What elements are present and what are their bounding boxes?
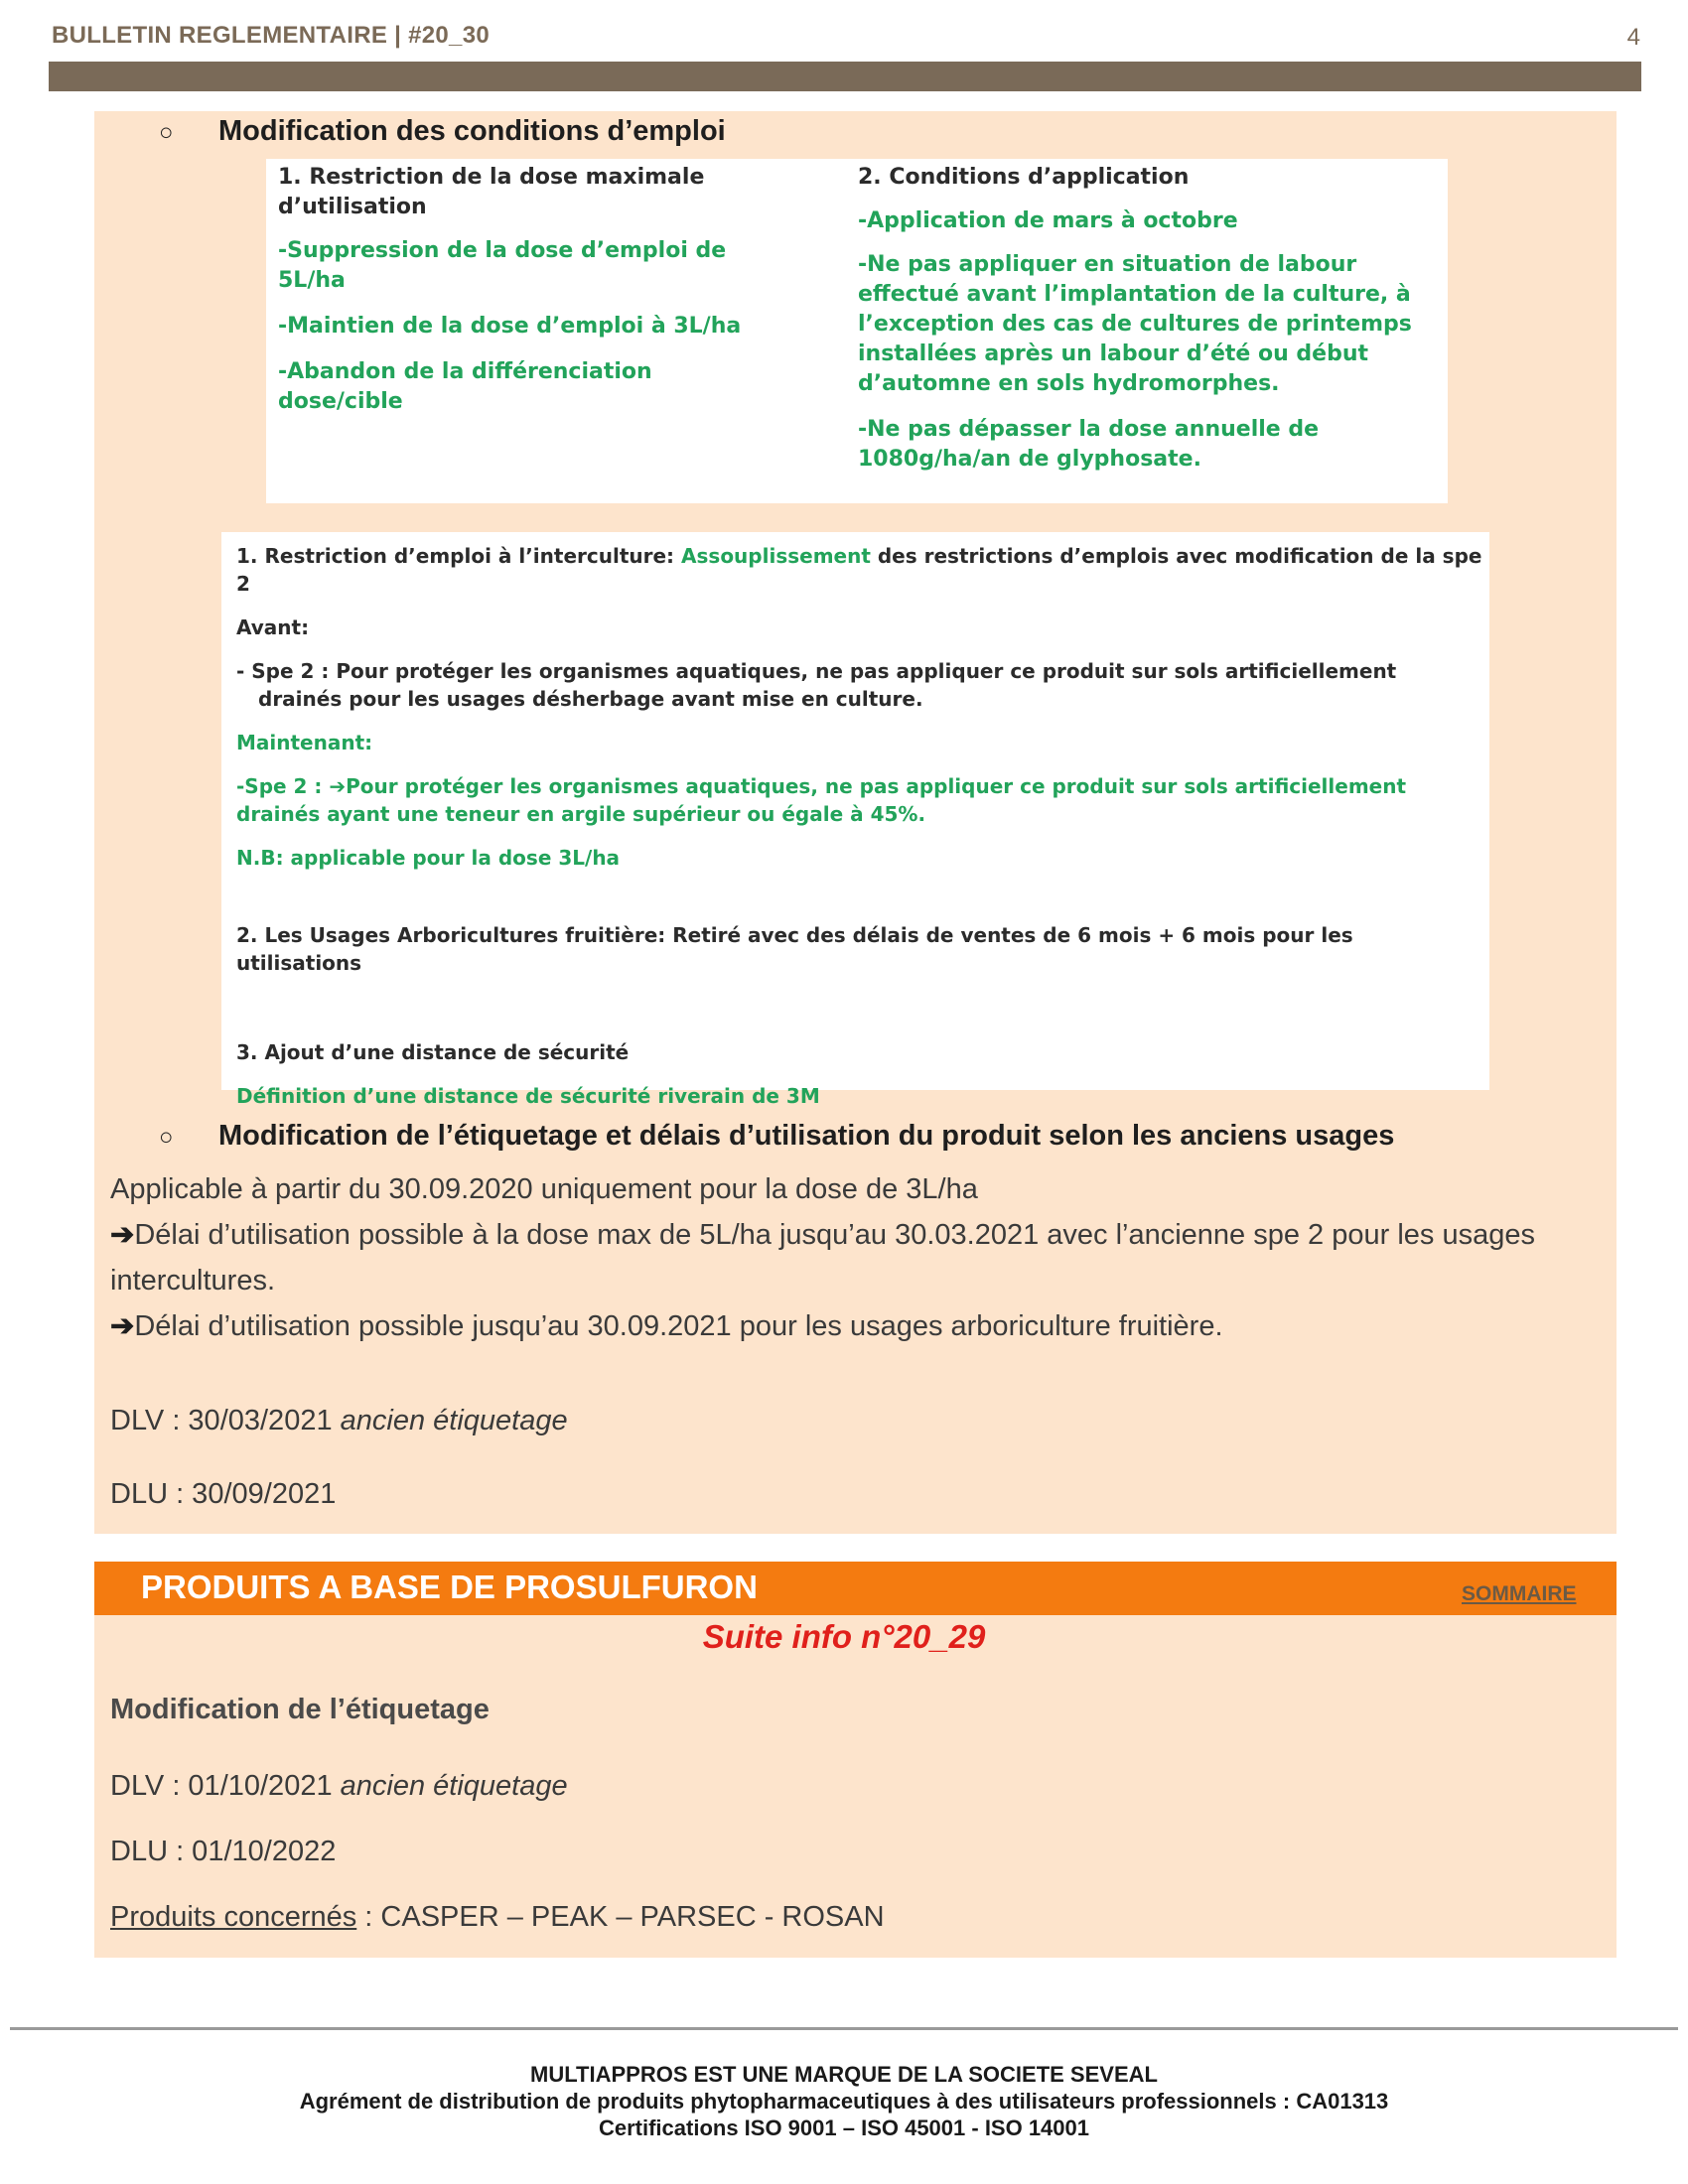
produits-line xyxy=(110,1894,885,1940)
box2-maintenant-item: -Spe 2 : ➔Pour protéger les organismes aquatiques, ne pas appliquer ce produit sur sols artificiellement drainés ayant une teneur en argile supérieur ou égale à 45%. xyxy=(236,774,1407,826)
box1-right-title: 2. Conditions d’application xyxy=(858,165,1190,190)
footer-line-3: Certifications ISO 9001 – ISO 45001 - ISO 14001 xyxy=(598,2116,1090,2140)
bullet-circle-icon: ○ xyxy=(159,1124,174,1151)
delai-text: Délai d’utilisation possible à la dose max de 5L/ha jusqu’au 30.03.2021 avec l’ancienne spe 2 pour les usages intercultures. xyxy=(110,1219,1535,1297)
box2-avant-item: - Spe 2 : Pour protéger les organismes aquatiques, ne pas appliquer ce produit sur sols artificiellement drainés pour les usages désherbage avant mise en culture. xyxy=(236,659,1397,711)
box1-right-item: -Ne pas dépasser la dose annuelle de 1080g/ha/an de glyphosate. xyxy=(858,417,1320,472)
delai-text: Délai d’utilisation possible jusqu’au 30.09.2021 pour les usages arboriculture fruitière. xyxy=(134,1310,1223,1342)
box1-left-item: -Suppression de la dose d’emploi de 5L/ha xyxy=(278,238,727,293)
box2-line3-detail: Définition d’une distance de sécurité riverain de 3M xyxy=(236,1084,820,1108)
delai-item xyxy=(110,1212,1610,1303)
box2-line3: 3. Ajout d’une distance de sécurité xyxy=(236,1040,630,1064)
etiquetage-heading: Modification de l’étiquetage xyxy=(110,1694,490,1725)
dlv-label-2: DLV : 01/10/2021 xyxy=(110,1770,341,1802)
box2-line1 xyxy=(236,542,1482,598)
produits-list: : CASPER – PEAK – PARSEC - ROSAN xyxy=(356,1901,885,1933)
sommaire-link[interactable]: SOMMAIRE xyxy=(1462,1582,1577,1605)
arrow-right-icon: ➔ xyxy=(110,1219,135,1251)
dlv-note: ancien étiquetage xyxy=(340,1405,568,1436)
delai-item xyxy=(110,1303,1610,1349)
section-subtitle: Suite info n°20_29 xyxy=(702,1618,986,1655)
section-title: PRODUITS A BASE DE PROSULFURON xyxy=(141,1569,758,1605)
bullet-etiquetage-label: Modification de l’étiquetage et délais d’utilisation du produit selon les anciens usages xyxy=(218,1120,1395,1152)
box1-left-item: -Abandon de la différenciation dose/cible xyxy=(278,359,652,414)
box1-left-item: -Maintien de la dose d’emploi à 3L/ha xyxy=(278,314,742,339)
bullet-conditions-emploi xyxy=(159,115,726,148)
box2-line1-label: 1. Restriction d’emploi à l’interculture: xyxy=(236,544,682,568)
page-number: 4 xyxy=(1626,24,1640,51)
bullet-conditions-label: Modification des conditions d’emploi xyxy=(218,115,726,147)
delais-block xyxy=(110,1166,1610,1349)
dlv-label: DLV : 30/03/2021 xyxy=(110,1405,341,1436)
box2-maintenant: Maintenant: xyxy=(236,731,373,754)
arrow-right-icon: ➔ xyxy=(110,1310,135,1342)
box2-nb: N.B: applicable pour la dose 3L/ha xyxy=(236,846,621,870)
footer-line-2: Agrément de distribution de produits phytopharmaceutiques à des utilisateurs professionnels : CA01313 xyxy=(299,2089,1389,2114)
conditions-image-box xyxy=(266,159,1448,503)
dlv-note-2: ancien étiquetage xyxy=(340,1770,568,1802)
box1-right-item: -Ne pas appliquer en situation de labour effectué avant l’implantation de la culture, à l’exception des cas de cultures de printemps installées après un labour d’été ou début d’automne en sols hydromorphes. xyxy=(858,252,1412,396)
dlv-line xyxy=(110,1398,568,1443)
bullet-circle-icon: ○ xyxy=(159,119,174,146)
dlu-line-2: DLU : 01/10/2022 xyxy=(110,1836,337,1867)
box1-right-item: -Application de mars à octobre xyxy=(858,208,1238,233)
footer-divider xyxy=(10,2027,1678,2030)
box2-line2: 2. Les Usages Arboricultures fruitière: Retiré avec des délais de ventes de 6 mois + 6 mois pour les utilisations xyxy=(236,923,1353,975)
box2-line1-highlight: Assouplissement xyxy=(681,544,871,568)
restrictions-image-box xyxy=(221,532,1489,1108)
box2-avant: Avant: xyxy=(236,615,310,639)
box1-left-title: 1. Restriction de la dose maximale d’utilisation xyxy=(278,165,705,219)
bulletin-title: BULLETIN REGLEMENTAIRE | #20_30 xyxy=(52,22,490,49)
footer-line-1: MULTIAPPROS EST UNE MARQUE DE LA SOCIETE SEVEAL xyxy=(530,2062,1158,2087)
applicable-text: Applicable à partir du 30.09.2020 uniquement pour la dose de 3L/ha xyxy=(110,1173,978,1205)
dlv-line-2 xyxy=(110,1763,568,1809)
dlu-line: DLU : 30/09/2021 xyxy=(110,1478,337,1510)
bullet-etiquetage xyxy=(159,1120,1394,1153)
produits-label: Produits concernés xyxy=(110,1901,357,1933)
header-bar xyxy=(49,62,1641,91)
box2-line1-rest: des restrictions d’emplois avec modification de la spe 2 xyxy=(236,544,1482,596)
